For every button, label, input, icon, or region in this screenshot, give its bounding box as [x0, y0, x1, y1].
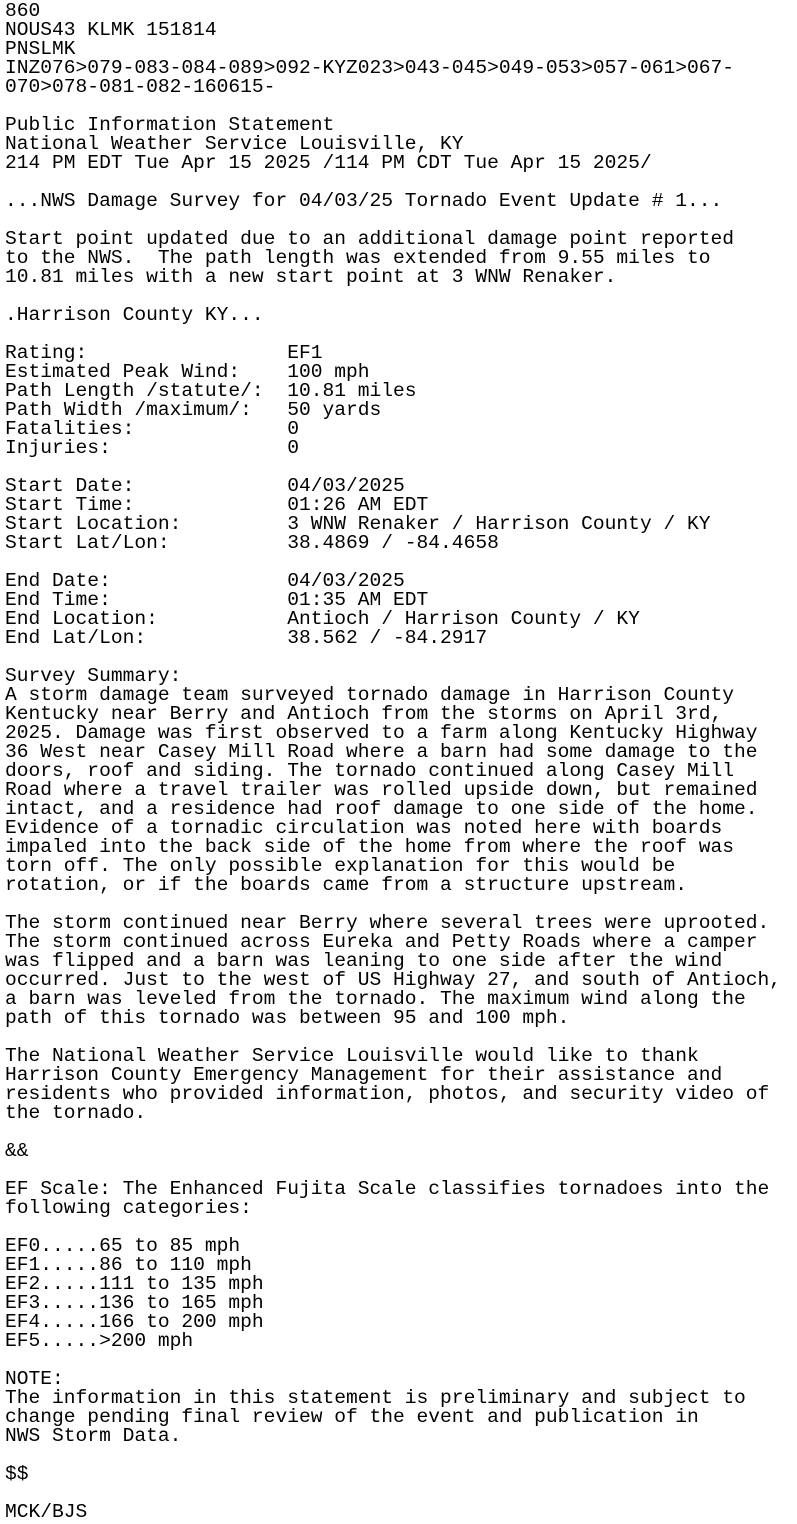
survey-summary-line: rotation, or if the boards came from a structure upstream.	[5, 874, 687, 896]
path-width-row: Path Width /maximum/: 50 yards	[5, 399, 382, 421]
sequence-number: 860	[5, 0, 41, 22]
survey-summary-line: Kentucky near Berry and Antioch from the storms on April 3rd,	[5, 703, 723, 725]
acknowledgement-line: the tornado.	[5, 1102, 147, 1124]
product-title: Public Information Statement	[5, 114, 335, 136]
update-note-line: 10.81 miles with a new start point at 3 WNW Renaker.	[5, 266, 617, 288]
survey-summary-line: intact, and a residence had roof damage to one side of the home.	[5, 798, 758, 820]
survey-summary-line: impaled into the back side of the home from where the roof was	[5, 836, 735, 858]
end-location-row: End Location: Antioch / Harrison County / KY	[5, 608, 640, 630]
survey-summary-line: 2025. Damage was first observed to a farm along Kentucky Highway	[5, 722, 758, 744]
end-date-row: End Date: 04/03/2025	[5, 570, 405, 592]
ef3-row: EF3.....136 to 165 mph	[5, 1292, 264, 1314]
survey-continuation-line: The storm continued across Eureka and Petty Roads where a camper	[5, 931, 758, 953]
blank-line	[5, 1484, 797, 1503]
headline: ...NWS Damage Survey for 04/03/25 Tornado Event Update # 1...	[5, 190, 723, 212]
injuries-row: Injuries: 0	[5, 437, 299, 459]
note-line: The information in this statement is preliminary and subject to	[5, 1387, 746, 1409]
survey-summary-line: Evidence of a tornadic circulation was noted here with boards	[5, 817, 723, 839]
zone-codes-line: 070>078-081-082-160615-	[5, 76, 276, 98]
acknowledgement-line: residents who provided information, photos, and security video of	[5, 1083, 770, 1105]
start-latlon-row: Start Lat/Lon: 38.4869 / -84.4658	[5, 532, 499, 554]
survey-continuation-line: path of this tornado was between 95 and 100 mph.	[5, 1007, 570, 1029]
acknowledgement-line: Harrison County Emergency Management for their assistance and	[5, 1064, 723, 1086]
start-location-row: Start Location: 3 WNW Renaker / Harrison County / KY	[5, 513, 711, 535]
note-line: change pending final review of the event and publication in	[5, 1406, 699, 1428]
survey-continuation-line: The storm continued near Berry where several trees were uprooted.	[5, 912, 770, 934]
product-end-marker: $$	[5, 1463, 29, 1485]
wmo-header: NOUS43 KLMK 151814	[5, 19, 217, 41]
ef2-row: EF2.....111 to 135 mph	[5, 1273, 264, 1295]
start-time-row: Start Time: 01:26 AM EDT	[5, 494, 429, 516]
section-separator: &&	[5, 1140, 29, 1162]
ef1-row: EF1.....86 to 110 mph	[5, 1254, 252, 1276]
fatalities-row: Fatalities: 0	[5, 418, 299, 440]
blank-line	[5, 1123, 797, 1142]
note-heading: NOTE:	[5, 1368, 64, 1390]
ef0-row: EF0.....65 to 85 mph	[5, 1235, 241, 1257]
survey-summary-line: A storm damage team surveyed tornado damage in Harrison County	[5, 684, 735, 706]
blank-line	[5, 1351, 797, 1370]
end-time-row: End Time: 01:35 AM EDT	[5, 589, 429, 611]
path-length-row: Path Length /statute/: 10.81 miles	[5, 380, 417, 402]
acknowledgement-line: The National Weather Service Louisville would like to thank	[5, 1045, 699, 1067]
rating-row: Rating: EF1	[5, 342, 323, 364]
issuing-office: National Weather Service Louisville, KY	[5, 133, 464, 155]
county-heading: .Harrison County KY...	[5, 304, 264, 326]
zone-codes-line: INZ076>079-083-084-089>092-KYZ023>043-045>049-053>057-061>067-	[5, 57, 735, 79]
ef4-row: EF4.....166 to 200 mph	[5, 1311, 264, 1333]
start-date-row: Start Date: 04/03/2025	[5, 475, 405, 497]
ef5-row: EF5.....>200 mph	[5, 1330, 194, 1352]
survey-continuation-line: a barn was leveled from the tornado. The maximum wind along the	[5, 988, 746, 1010]
peak-wind-row: Estimated Peak Wind: 100 mph	[5, 361, 370, 383]
note-line: NWS Storm Data.	[5, 1425, 182, 1447]
survey-continuation-line: was flipped and a barn was leaning to one side after the wind	[5, 950, 723, 972]
update-note-line: Start point updated due to an additional damage point reported	[5, 228, 735, 250]
issue-time: 214 PM EDT Tue Apr 15 2025 /114 PM CDT Tue Apr 15 2025/	[5, 152, 652, 174]
survey-continuation-line: occurred. Just to the west of US Highway 27, and south of Antioch,	[5, 969, 782, 991]
survey-summary-line: doors, roof and siding. The tornado continued along Casey Mill	[5, 760, 735, 782]
author-initials: MCK/BJS	[5, 1501, 88, 1523]
end-latlon-row: End Lat/Lon: 38.562 / -84.2917	[5, 627, 488, 649]
blank-line	[5, 1446, 797, 1465]
survey-summary-line: Road where a travel trailer was rolled upside down, but remained	[5, 779, 758, 801]
survey-summary-line: torn off. The only possible explanation for this would be	[5, 855, 676, 877]
ef-scale-intro-line: EF Scale: The Enhanced Fujita Scale classifies tornadoes into the	[5, 1178, 770, 1200]
update-note-line: to the NWS. The path length was extended from 9.55 miles to	[5, 247, 711, 269]
awips-id: PNSLMK	[5, 38, 76, 60]
ef-scale-intro-line: following categories:	[5, 1197, 252, 1219]
survey-summary-line: 36 West near Casey Mill Road where a barn had some damage to the	[5, 741, 758, 763]
survey-summary-heading: Survey Summary:	[5, 665, 182, 687]
